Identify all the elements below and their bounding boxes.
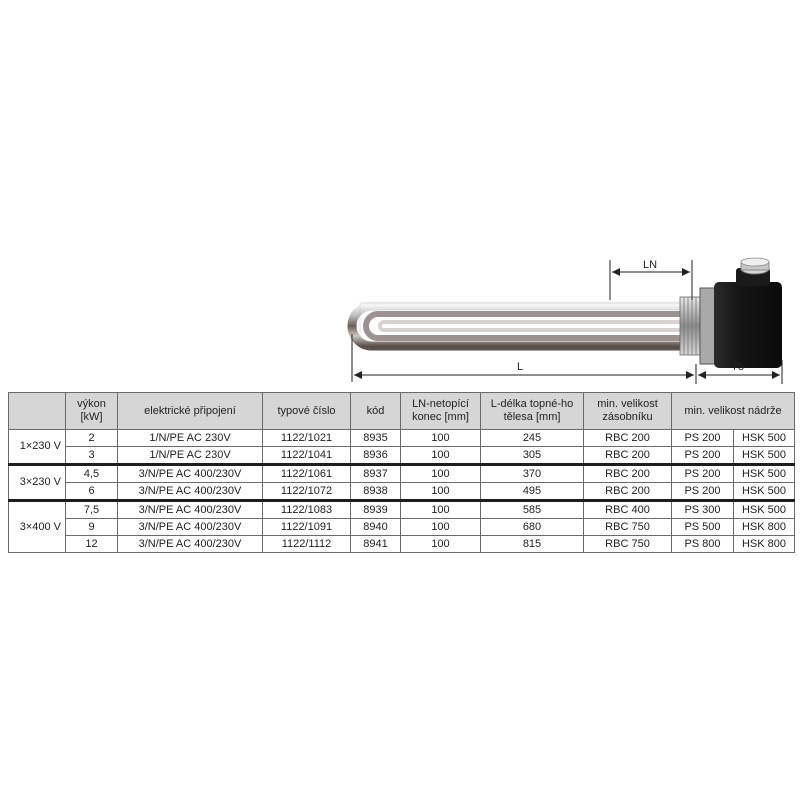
cell-ps: PS 200: [672, 465, 734, 483]
cell-ps: PS 500: [672, 519, 734, 536]
cell-l: 370: [481, 465, 584, 483]
table-header-row: [9, 393, 795, 430]
cell-code: 8940: [351, 519, 401, 536]
cell-l: 680: [481, 519, 584, 536]
header-code: kód: [351, 393, 401, 430]
cell-ln: 100: [401, 447, 481, 465]
cell-code: 8936: [351, 447, 401, 465]
table-row: [9, 536, 795, 553]
cell-connection: 3/N/PE AC 400/230V: [118, 483, 263, 501]
voltage-group-label: 3×230 V: [9, 465, 66, 501]
spec-table: [8, 392, 795, 553]
terminal-head-icon: [714, 258, 782, 368]
table-row: [9, 501, 795, 519]
table-row: [9, 483, 795, 501]
header-power: výkon [kW]: [66, 393, 118, 430]
cell-code: 8938: [351, 483, 401, 501]
cell-ps: PS 200: [672, 483, 734, 501]
cell-code: 8937: [351, 465, 401, 483]
cell-connection: 3/N/PE AC 400/230V: [118, 519, 263, 536]
cell-power: 6: [66, 483, 118, 501]
table-row: [9, 430, 795, 447]
cell-min-tank: RBC 750: [584, 536, 672, 553]
header-min-tank: min. velikost zásobníku: [584, 393, 672, 430]
cell-hsk: HSK 500: [734, 430, 795, 447]
cell-power: 2: [66, 430, 118, 447]
cell-hsk: HSK 500: [734, 501, 795, 519]
cell-type-number: 1122/1112: [263, 536, 351, 553]
cell-connection: 3/N/PE AC 400/230V: [118, 501, 263, 519]
cell-ln: 100: [401, 501, 481, 519]
cell-min-tank: RBC 400: [584, 501, 672, 519]
cell-power: 7,5: [66, 501, 118, 519]
cell-power: 9: [66, 519, 118, 536]
cell-hsk: HSK 500: [734, 483, 795, 501]
threaded-fitting-icon: [680, 288, 716, 364]
header-ln: LN-netopící konec [mm]: [401, 393, 481, 430]
cell-l: 585: [481, 501, 584, 519]
cell-type-number: 1122/1041: [263, 447, 351, 465]
cell-type-number: 1122/1072: [263, 483, 351, 501]
dimension-ln-label: LN: [642, 259, 658, 271]
cell-ln: 100: [401, 465, 481, 483]
cell-ps: PS 200: [672, 447, 734, 465]
cell-power: 3: [66, 447, 118, 465]
voltage-group-label: 1×230 V: [9, 430, 66, 465]
cell-ps: PS 300: [672, 501, 734, 519]
table-row: [9, 465, 795, 483]
table-row: [9, 519, 795, 536]
table-row: [9, 447, 795, 465]
cell-code: 8941: [351, 536, 401, 553]
cell-l: 305: [481, 447, 584, 465]
cell-l: 495: [481, 483, 584, 501]
cell-type-number: 1122/1083: [263, 501, 351, 519]
cell-ln: 100: [401, 536, 481, 553]
header-connection: elektrické připojení: [118, 393, 263, 430]
cell-ln: 100: [401, 519, 481, 536]
cell-min-tank: RBC 200: [584, 483, 672, 501]
header-min-reservoir: min. velikost nádrže: [672, 393, 795, 430]
cell-connection: 3/N/PE AC 400/230V: [118, 465, 263, 483]
cell-power: 12: [66, 536, 118, 553]
cell-hsk: HSK 800: [734, 536, 795, 553]
spec-table-body: [9, 430, 795, 553]
header-voltage: [9, 393, 66, 430]
cell-code: 8935: [351, 430, 401, 447]
cell-hsk: HSK 500: [734, 465, 795, 483]
cell-connection: 1/N/PE AC 230V: [118, 430, 263, 447]
cell-connection: 1/N/PE AC 230V: [118, 447, 263, 465]
cell-min-tank: RBC 750: [584, 519, 672, 536]
cell-power: 4,5: [66, 465, 118, 483]
cell-min-tank: RBC 200: [584, 447, 672, 465]
cell-connection: 3/N/PE AC 400/230V: [118, 536, 263, 553]
header-l: L-délka topné-ho tělesa [mm]: [481, 393, 584, 430]
cell-type-number: 1122/1061: [263, 465, 351, 483]
dimension-75-label: 75: [731, 361, 745, 373]
heating-element-icon: [352, 303, 700, 349]
cell-l: 245: [481, 430, 584, 447]
cell-min-tank: RBC 200: [584, 430, 672, 447]
cell-hsk: HSK 800: [734, 519, 795, 536]
cell-code: 8939: [351, 501, 401, 519]
voltage-group-label: 3×400 V: [9, 501, 66, 553]
dimension-ln: [610, 259, 692, 300]
cell-l: 815: [481, 536, 584, 553]
header-type-number: typové číslo: [263, 393, 351, 430]
cell-hsk: HSK 500: [734, 447, 795, 465]
cell-ps: PS 200: [672, 430, 734, 447]
cell-type-number: 1122/1091: [263, 519, 351, 536]
cell-ln: 100: [401, 430, 481, 447]
cell-ps: PS 800: [672, 536, 734, 553]
cell-ln: 100: [401, 483, 481, 501]
cell-type-number: 1122/1021: [263, 430, 351, 447]
cell-min-tank: RBC 200: [584, 465, 672, 483]
dimension-l-label: L: [516, 361, 524, 373]
